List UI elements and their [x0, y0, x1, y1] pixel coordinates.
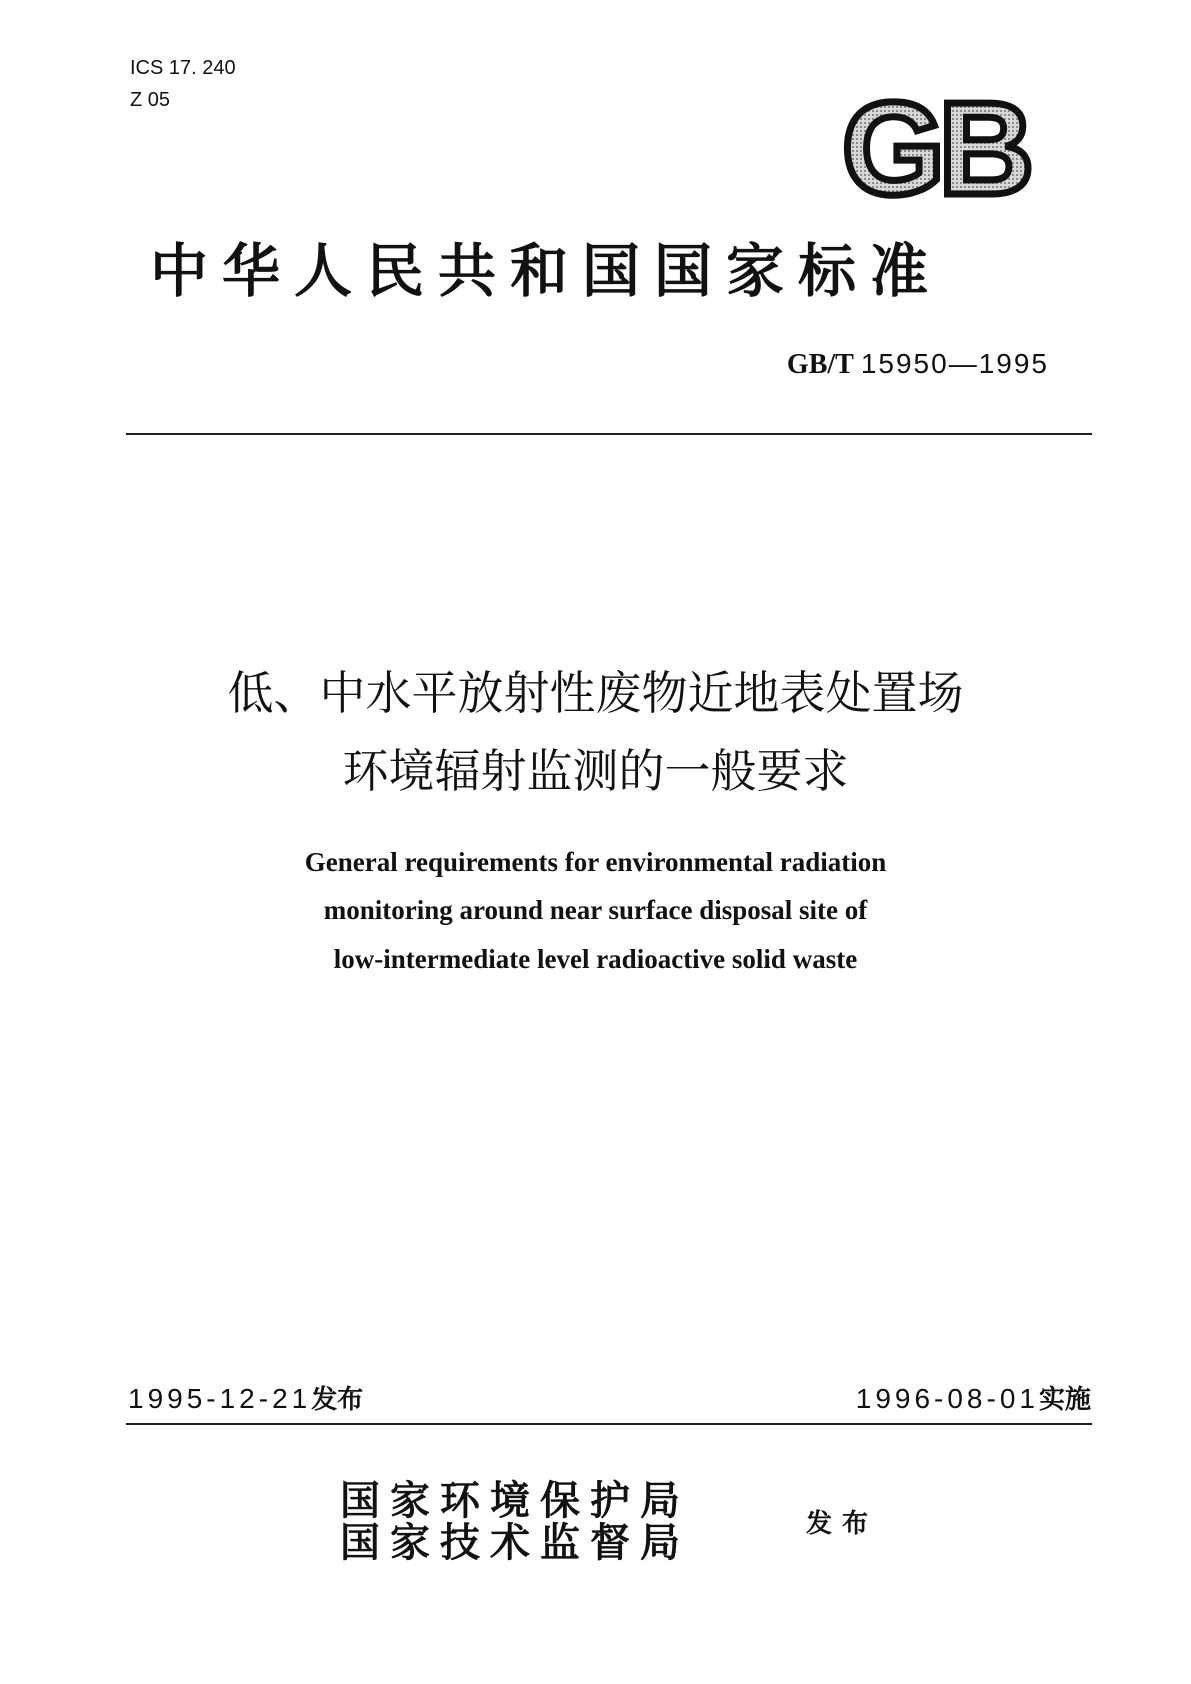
- implement-date-value: 1996-08-01: [855, 1383, 1039, 1414]
- issue-date: [128, 1382, 363, 1417]
- issue-date-value: 1995-12-21: [128, 1383, 312, 1414]
- issued-label: 发布: [806, 1509, 879, 1539]
- standard-number-value: 15950—1995: [860, 348, 1049, 379]
- issuer-line1: 国家环境保护局: [340, 1477, 690, 1524]
- title-en-line3: low-intermediate level radioactive solid waste: [333, 944, 858, 974]
- title-cn-line1: 低、中水平放射性废物近地表处置场: [227, 666, 964, 720]
- issue-date-label: 发布: [311, 1385, 364, 1415]
- gb-logo-text: GB: [842, 86, 1028, 204]
- standard-prefix: GB/T: [786, 349, 854, 380]
- national-standard-heading: 中华人民共和国国家标准: [150, 237, 943, 305]
- footer-divider: [126, 1423, 1092, 1425]
- implement-date: [856, 1382, 1091, 1417]
- header-divider: [126, 433, 1092, 435]
- ccs-code: Z 05: [130, 89, 171, 111]
- standard-number: [787, 348, 1049, 381]
- issuer-line2: 国家技术监督局: [340, 1519, 690, 1566]
- implement-date-label: 实施: [1038, 1385, 1091, 1415]
- title-en-line1: General requirements for environmental radiation: [304, 847, 887, 877]
- gb-logo: [820, 86, 1050, 204]
- title-cn-line2: 环境辐射监测的一般要求: [342, 744, 849, 798]
- title-en-line2: monitoring around near surface disposal site of: [323, 895, 868, 925]
- ics-code: ICS 17. 240: [130, 57, 236, 79]
